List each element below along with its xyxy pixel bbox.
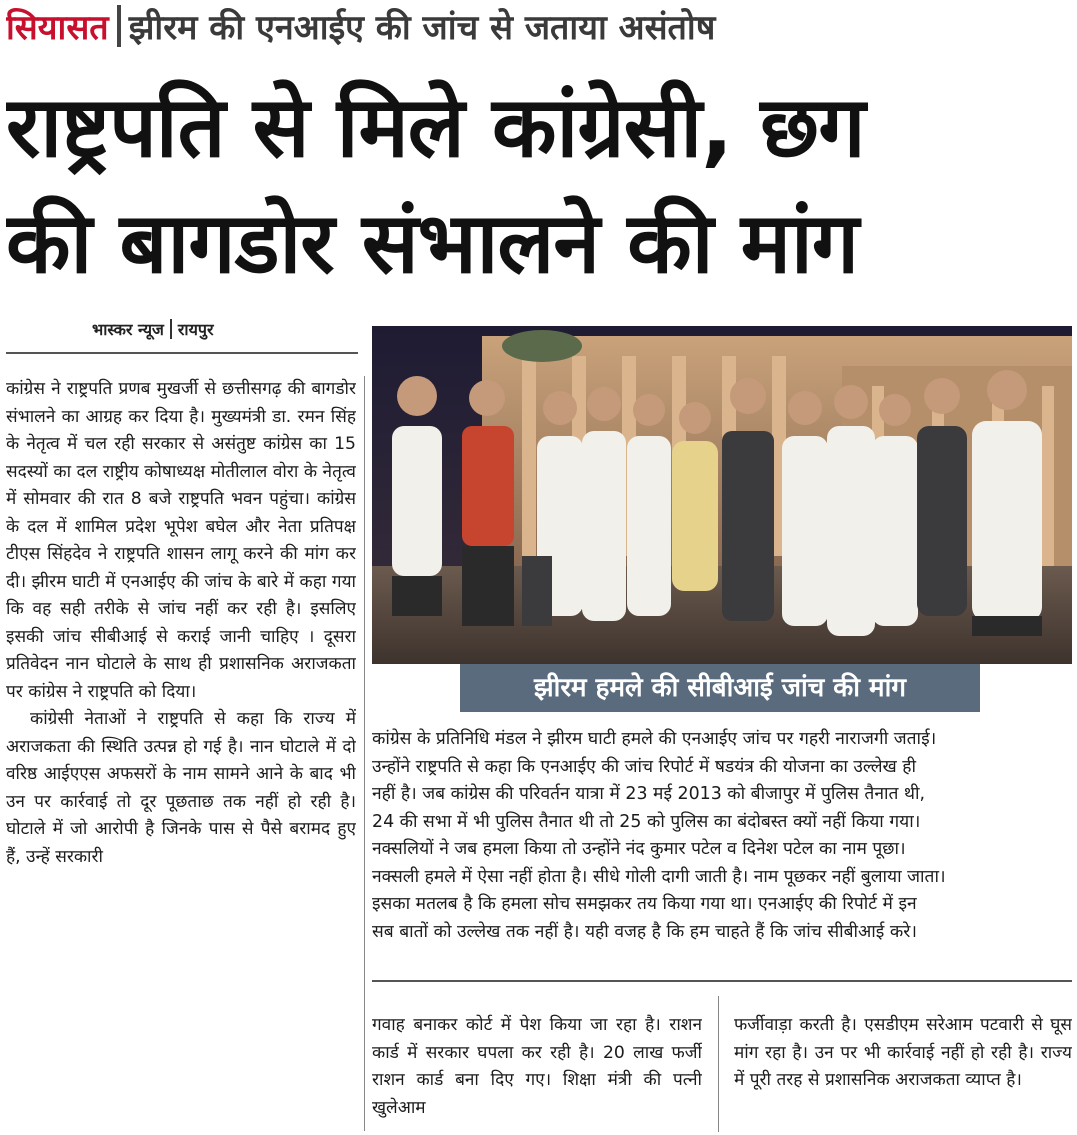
headline-line-1: राष्ट्रपति से मिले कांग्रेसी, छग [6,78,865,176]
news-photo [372,326,1072,664]
kicker-line [6,2,1066,54]
article-column-2 [372,1012,702,1132]
sidebar-line: नहीं है। जब कांग्रेस की परिवर्तन यात्रा में 23 मई 2013 को बीजापुर में पुलिस तैनात थी, [372,784,926,804]
section-tag: सियासत [6,8,109,48]
sidebar-line: नक्सलियों ने जब हमला किया तो उन्होंने नंद कुमार पटेल व दिनेश पटेल का नाम पूछा। [372,839,906,859]
sidebar-text [372,726,1068,976]
byline-city: रायपुर [177,320,214,339]
sidebar-line: इसका मतलब है कि हमला सोच समझकर तय किया गया था। एनआईए की रिपोर्ट में इन [372,894,917,914]
sidebar-line: नक्सली हमले में ऐसा नहीं होता है। सीधे गोली दागी जाती है। नाम पूछकर नहीं बुलाया जाता। [372,866,946,887]
sidebar-line: उन्होंने राष्ट्रपति से कहा कि एनआईए की जांच रिपोर्ट में षडयंत्र की योजना का उल्लेख ही [372,756,917,777]
sidebar-line: कांग्रेस के प्रतिनिधि मंडल ने झीरम घाटी हमले की एनआईए जांच पर गहरी नाराजगी जताई। [372,729,937,749]
article-column-1 [6,376,356,1131]
byline-rule [6,352,358,354]
article-column-3 [734,1012,1072,1132]
sidebar-line: 24 की सभा में भी पुलिस तैनात थी तो 25 को पुलिस का बंदोबस्त क्यों नहीं किया गया। [372,811,921,832]
headline-line-2: की बागडोर संभालने की मांग [6,194,859,292]
kicker-subtitle: झीरम की एनआईए की जांच से जताया असंतोष [128,8,716,48]
column-divider-1 [364,376,365,1131]
article-paragraph-2: कांग्रेसी नेताओं ने राष्ट्रपति से कहा कि राज्य में अराजकता की स्थिति उत्पन्न हो गई है। नान घोटाले में दो वरिष्ठ आईएएस अफसरों के नाम सामने आने के बाद भी उन पर कार्रवाई तो दूर पूछताछ तक नहीं हो रही है। घोटाले में जो आरोपी है जिनके पास से पैसे बरामद हुए हैं, उन्हें सरकारी [6,709,356,867]
article-paragraph-1: कांग्रेस ने राष्ट्रपति प्रणब मुखर्जी से छत्तीसगढ़ की बागडोर संभालने का आग्रह कर दिया है। मुख्यमंत्री डा. रमन सिंह के नेतृत्व में चल रही सरकार से असंतुष्ट कांग्रेस का 15 सदस्यों का दल राष्ट्रीय कोषाध्यक्ष मोतीलाल वोरा के नेतृत्व में सोमवार की रात 8 बजे राष्ट्रपति भवन पहुंचा। कांग्रेस के दल में शामिल प्रदेश भूपेश बघेल और नेता प्रतिपक्ष टीएस सिंहदेव ने राष्ट्रपति शासन लागू करने की मांग कर दी। झीरम घाटी में एनआईए की जांच के बारे में कहा गया कि वह सही तरीके से जांच नहीं कर रही है। इसलिए इसकी जांच सीबीआई से कराई जानी चाहिए । दूसरा प्रतिवेदन नान घोटाले के साथ ही प्रशासनिक अराजकता पर कांग्रेस ने राष्ट्रपति को दिया। [6,379,356,702]
article-paragraph-4: फर्जीवाड़ा करती है। एसडीएम सरेआम पटवारी से घूस मांग रहा है। उन पर भी कार्रवाई नहीं हो रही है। राज्य में पूरी तरह से प्रशासनिक अराजकता व्याप्त है। [734,1015,1072,1090]
photo-caption: झीरम हमले की सीबीआई जांच की मांग [460,664,980,712]
byline-source: भास्कर न्यूज [92,320,164,339]
byline-divider [170,319,172,339]
sidebar-line: सब बातों को उल्लेख तक नहीं है। यही वजह है कि हम चाहते हैं कि जांच सीबीआई करे। [372,921,917,942]
sidebar-rule [372,980,1072,982]
article-paragraph-3: गवाह बनाकर कोर्ट में पेश किया जा रहा है। राशन कार्ड में सरकार घपला कर रही है। 20 लाख फर्जी राशन कार्ड बना दिए गए। शिक्षा मंत्री की पत्नी खुलेआम [372,1015,702,1118]
kicker-divider [117,5,121,47]
byline [92,318,214,340]
column-divider-2 [718,996,719,1132]
